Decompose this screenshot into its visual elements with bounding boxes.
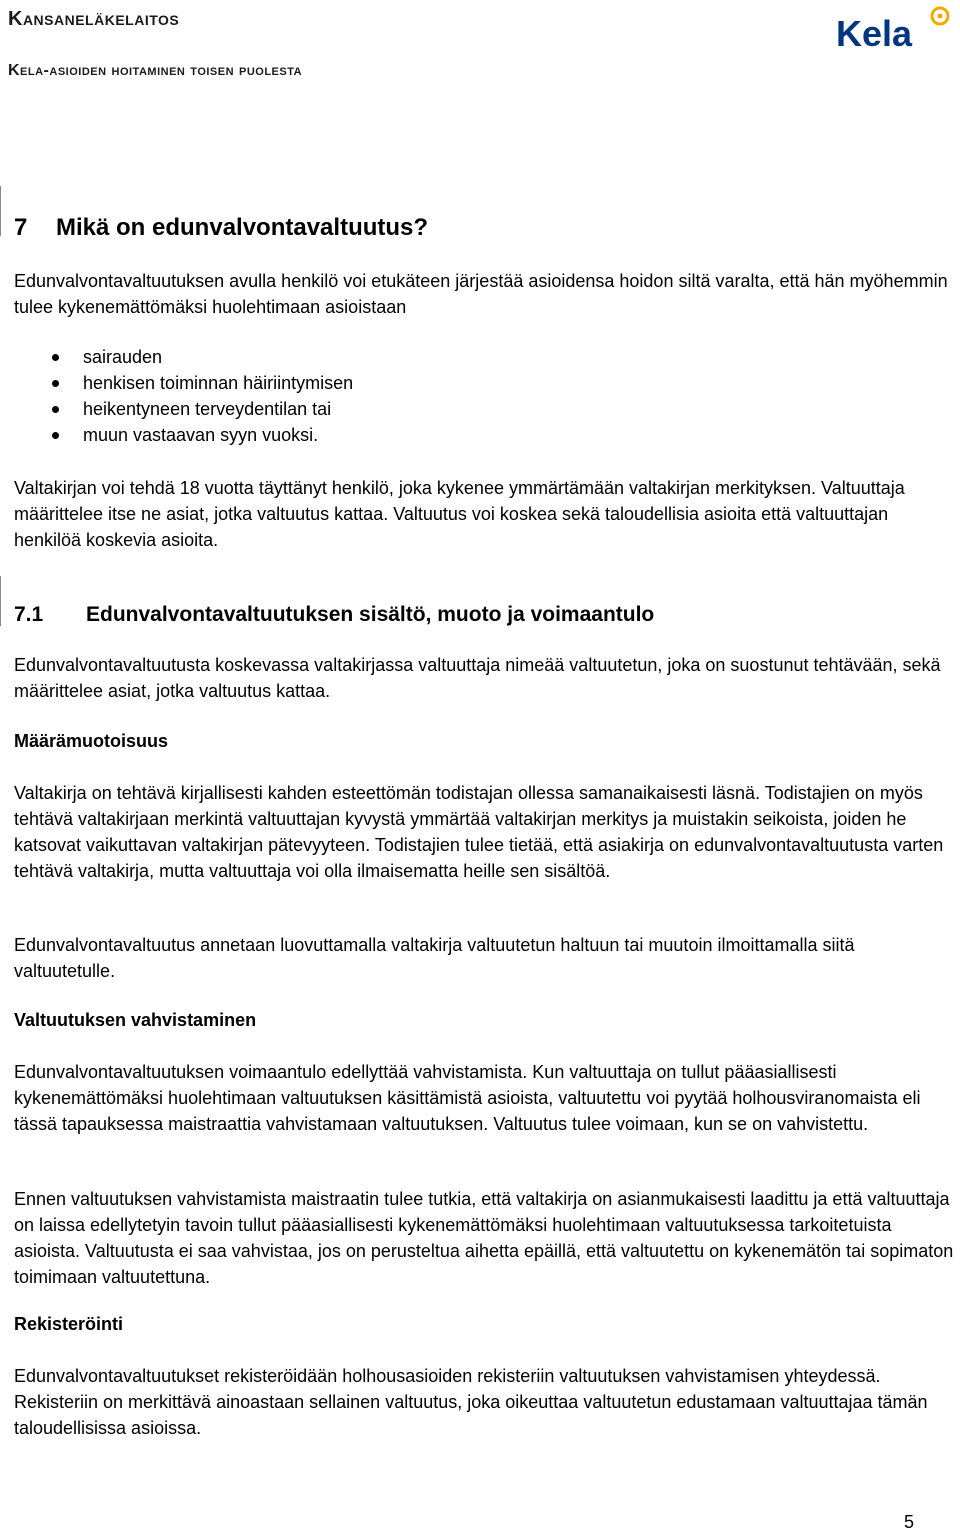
heading-registration: Rekisteröinti [14, 1314, 124, 1334]
heading-formality: Määrämuotoisuus [14, 731, 169, 751]
list-item: heikentyneen terveydentilan tai [14, 396, 353, 422]
document-subtitle: Kela-asioiden hoitaminen toisen puolesta [8, 62, 303, 79]
paragraph-confirmation-2: Ennen valtuutuksen vahvistamista maistraatin tulee tutkia, että valtakirja on asianmukaisesti laadittu ja että valtuuttaja on laissa edellytetyin tavoin tullut pääasiallisesti kykenemättömäksi huolehtimaan valtuutuksessa tarkoitetuista asioista. Valtuutusta ei saa vahvistaa, jos on perusteltua aihetta epäillä, että valtuutettu on kykenemätön tai sopimaton toimimaan valtuutettuna. [14, 1189, 954, 1287]
list-item: henkisen toiminnan häiriintymisen [14, 370, 353, 396]
kela-logo [836, 4, 954, 52]
subsection-number: 7.1 [14, 603, 44, 626]
paragraph-formality-1: Valtakirja on tehtävä kirjallisesti kahden esteettömän todistajan ollessa samanaikaisesti läsnä. Todistajien on myös tehtävä valtakirjaan merkintä valtuuttajan kyvystä ymmärtää valtakirjan merkitys ja muistakin seikoista, joiden he katsovat vaikuttavan valtakirjan pätevyyteen. Todistajien tulee tietää, että asiakirja on edunvalvontavaltuutusta varten tehtävä valtakirja, mutta valtuuttaja voi olla ilmaisematta heille sen sisältöä. [14, 783, 944, 881]
bullet-list [14, 344, 353, 448]
paragraph-confirmation-1: Edunvalvontavaltuutuksen voimaantulo edellyttää vahvistamista. Kun valtuuttaja on tullut pääasiallisesti kykenemättömäksi huolehtimaan valtuutuksen käsittämistä asioista, valtuutettu voi pyytää holhousviranomaista eli tässä tapauksessa maistraattia vahvistamaan valtuutuksen. Valtuutus tulee voimaan, kun se on vahvistettu. [14, 1062, 921, 1134]
change-bar [0, 576, 1, 626]
section-heading [14, 214, 428, 242]
list-item: muun vastaavan syyn vuoksi. [14, 422, 353, 448]
page-number: 5 [903, 1512, 914, 1532]
logo-text: Kela [836, 13, 913, 52]
section-title: Mikä on edunvalvontavaltuutus? [56, 214, 429, 241]
organization-name: Kansaneläkelaitos [8, 8, 180, 30]
intro-paragraph: Edunvalvontavaltuutuksen avulla henkilö voi etukäteen järjestää asioidensa hoidon siltä varalta, että hän myöhemmin tulee kykenemättömäksi huolehtimaan asioistaan [14, 271, 948, 317]
paragraph-content: Edunvalvontavaltuutusta koskevassa valtakirjassa valtuuttaja nimeää valtuutetun, joka on suostunut tehtävään, sekä määrittelee asiat, jotka valtuutus kattaa. [14, 655, 941, 701]
subsection-title: Edunvalvontavaltuutuksen sisältö, muoto ja voimaantulo [86, 603, 655, 626]
subsection-heading [14, 603, 654, 627]
paragraph-registration: Edunvalvontavaltuutukset rekisteröidään holhousasioiden rekisteriin valtuutuksen vahvistamisen yhteydessä. Rekisteriin on merkittävä ainoastaan sellainen valtuutus, joka oikeuttaa valtuutetun edustamaan valtuuttajaa tämän taloudellisissa asioissa. [14, 1366, 928, 1438]
paragraph-eligibility: Valtakirjan voi tehdä 18 vuotta täyttänyt henkilö, joka kykenee ymmärtämään valtakirjan merkityksen. Valtuuttaja määrittelee itse ne asiat, jotka valtuutus kattaa. Valtuutus voi koskea sekä taloudellisia asioita että valtuuttajan henkilöä koskevia asioita. [14, 478, 905, 550]
paragraph-formality-2: Edunvalvontavaltuutus annetaan luovuttamalla valtakirja valtuutetun haltuun tai muutoin ilmoittamalla siitä valtuutetulle. [14, 935, 855, 981]
list-item: sairauden [14, 344, 353, 370]
heading-confirmation: Valtuutuksen vahvistaminen [14, 1010, 257, 1030]
change-bar [0, 186, 1, 236]
section-number: 7 [14, 214, 28, 241]
